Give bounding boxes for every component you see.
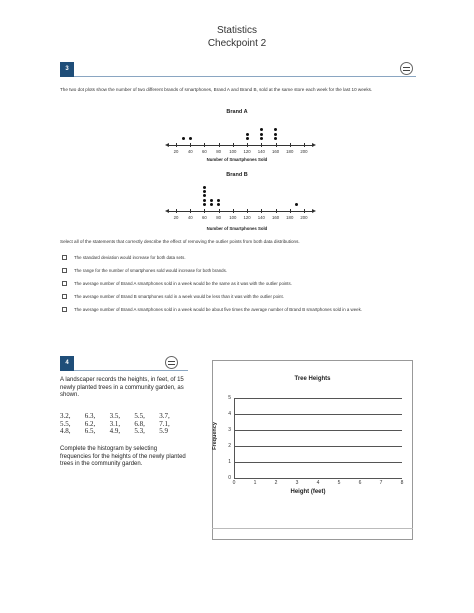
data-point [203, 203, 206, 206]
tick-label: 200 [300, 215, 308, 220]
data-value: 4.9, [109, 427, 121, 435]
tick-mark [290, 209, 291, 213]
tick-mark [261, 143, 262, 147]
data-value: 3.5, [109, 412, 121, 420]
tick-label: 40 [187, 215, 193, 220]
data-value: 5.5, [134, 412, 145, 420]
x-tick-label: 1 [253, 480, 257, 486]
data-value: 3.1, [109, 419, 121, 428]
gridline [234, 430, 402, 431]
option-label: The standard deviation would increase for both data sets. [74, 255, 186, 260]
tick-label: 100 [229, 215, 237, 220]
panel-divider [212, 528, 413, 529]
data-value: 5.3, [134, 427, 145, 435]
histogram-panel [212, 360, 413, 540]
x-tick-label: 6 [358, 480, 362, 486]
data-point [295, 203, 298, 206]
data-value: 5.9 [159, 427, 168, 435]
data-values [60, 413, 184, 436]
data-value: 4.8, [60, 427, 71, 435]
tick-mark [276, 143, 277, 147]
y-tick-label: 3 [228, 427, 231, 433]
checkbox[interactable] [62, 294, 67, 299]
tick-label: 200 [300, 149, 308, 154]
x-tick-label: 2 [274, 480, 278, 486]
y-tick-label: 0 [228, 475, 231, 481]
tick-mark [233, 143, 234, 147]
data-value: 6.8, [134, 419, 145, 428]
checkbox[interactable] [62, 268, 67, 273]
answer-option[interactable] [62, 281, 422, 288]
tick-label: 20 [173, 149, 179, 154]
checkbox[interactable] [62, 281, 67, 286]
x-tick-label: 4 [316, 480, 320, 486]
data-point [260, 137, 263, 140]
calculator-icon[interactable] [400, 62, 413, 75]
data-point [260, 133, 263, 136]
data-point [274, 128, 277, 131]
tick-mark [261, 209, 262, 213]
question-divider [74, 76, 416, 77]
tick-label: 180 [286, 215, 294, 220]
question-prompt: The two dot plots show the number of two different brands of smartphones, Brand A and Brand B, sold at the same store each week for the last 10 weeks. [60, 87, 373, 92]
option-label: The average number of Brand B smartphones sold in a week would be less than it was with the outlier point. [74, 294, 284, 299]
answer-option[interactable] [62, 268, 422, 275]
tick-label: 60 [202, 215, 207, 220]
tick-mark [190, 209, 191, 213]
left-arrow-icon [165, 143, 169, 147]
tick-mark [176, 143, 177, 147]
data-point [246, 133, 249, 136]
data-point [274, 133, 277, 136]
data-point [274, 137, 277, 140]
x-tick-label: 7 [379, 480, 383, 486]
checkbox[interactable] [62, 307, 67, 312]
tick-label: 40 [187, 149, 193, 154]
data-value: 3.7, [159, 412, 170, 420]
tick-mark [276, 209, 277, 213]
calculator-icon[interactable] [165, 356, 178, 369]
checkbox[interactable] [62, 255, 67, 260]
x-tick-label: 0 [232, 480, 236, 486]
tick-label: 180 [286, 149, 294, 154]
tick-mark [233, 209, 234, 213]
tick-mark [204, 143, 205, 147]
right-arrow-icon [312, 209, 316, 213]
y-axis [234, 398, 235, 478]
data-point [246, 137, 249, 140]
tick-mark [219, 143, 220, 147]
data-value: 3.2, [60, 412, 71, 420]
chart-title: Brand B [226, 172, 248, 178]
option-label: The range for the number of smartphones sold would increase for both brands. [74, 268, 228, 273]
data-point [203, 190, 206, 193]
data-point [203, 186, 206, 189]
tick-mark [290, 143, 291, 147]
gridline [234, 414, 402, 415]
question-instruction: Complete the histogram by selecting frequencies for the heights of the newly planted trees in the community garden. [60, 446, 186, 467]
data-point [203, 199, 206, 202]
data-value: 6.5, [84, 427, 96, 435]
tick-mark [304, 143, 305, 147]
x-axis-label: Number of Smartphones Sold [206, 226, 268, 231]
x-axis-label: Height (feet) [290, 489, 326, 495]
question-instruction: Select all of the statements that correctly describe the effect of removing the outlier points from both data distributions. [60, 239, 300, 244]
answer-option[interactable] [62, 307, 422, 314]
data-point [217, 199, 220, 202]
tick-label: 160 [271, 215, 280, 220]
tick-label: 120 [243, 149, 251, 154]
x-axis-label: Number of Smartphones Sold [206, 157, 268, 162]
tick-mark [204, 209, 205, 213]
chart-title: Tree Heights [294, 376, 331, 382]
tick-label: 100 [229, 149, 237, 154]
tick-label: 140 [257, 215, 265, 220]
question-text: A landscaper records the heights, in feet, of 15 newly planted trees in a community garden, as shown. [60, 377, 184, 398]
data-point [217, 203, 220, 206]
tick-label: 160 [271, 149, 280, 154]
tick-label: 80 [216, 149, 222, 154]
data-point [182, 137, 185, 140]
data-value: 7.1, [159, 419, 170, 428]
right-arrow-icon [312, 143, 316, 147]
data-point [189, 137, 192, 140]
x-tick-label: 5 [337, 480, 341, 486]
tick-mark [219, 209, 220, 213]
tick-label: 20 [173, 215, 179, 220]
tick-mark [247, 209, 248, 213]
page-subtitle: Checkpoint 2 [207, 38, 267, 49]
gridline [234, 462, 402, 463]
y-tick-label: 4 [228, 411, 231, 417]
answer-option[interactable] [62, 294, 422, 301]
tick-mark [304, 209, 305, 213]
tick-label: 80 [216, 215, 222, 220]
y-tick-label: 1 [228, 459, 231, 465]
y-axis-label: Frequency [212, 422, 218, 450]
data-point [210, 199, 213, 202]
gridline [234, 398, 402, 399]
option-label: The average number of Brand A smartphones sold in a week would be the same as it was with the outlier points. [74, 281, 292, 286]
data-point [260, 128, 263, 131]
y-tick-label: 2 [228, 443, 231, 449]
left-arrow-icon [165, 209, 169, 213]
data-value: 5.5, [60, 419, 71, 428]
question-number-badge: 3 [60, 62, 74, 77]
tick-label: 60 [202, 149, 207, 154]
data-value: 6.2, [84, 419, 96, 428]
gridline [234, 478, 402, 479]
tick-mark [247, 143, 248, 147]
tick-mark [190, 143, 191, 147]
answer-option[interactable] [62, 255, 422, 262]
data-point [210, 203, 213, 206]
question-divider [74, 370, 188, 371]
tick-label: 140 [257, 149, 265, 154]
chart-title: Brand A [226, 109, 248, 115]
data-point [203, 194, 206, 197]
question-number-badge: 4 [60, 356, 74, 371]
option-label: The average number of Brand A smartphones sold in a week would be about five times the average number of Brand B smartphones sold in a week. [74, 307, 362, 312]
x-tick-label: 8 [400, 480, 404, 486]
y-tick-label: 5 [228, 395, 231, 401]
tick-label: 120 [243, 215, 251, 220]
gridline [234, 446, 402, 447]
page-title: Statistics [216, 25, 257, 36]
tick-mark [176, 209, 177, 213]
data-value: 6.3, [84, 412, 96, 420]
x-tick-label: 3 [295, 480, 299, 486]
